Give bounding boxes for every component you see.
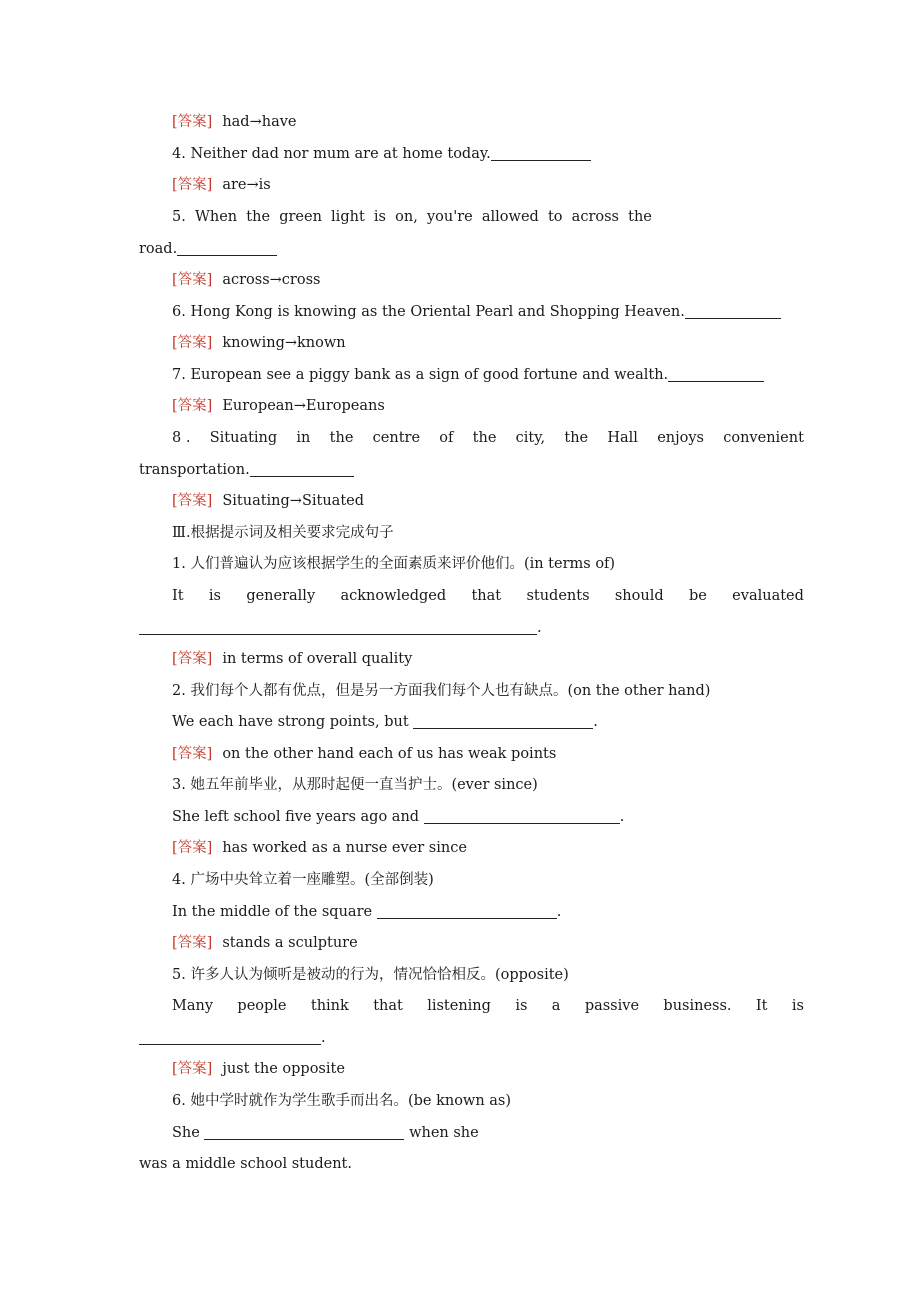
question-text: 6. Hong Kong is knowing as the Oriental Pearl and Shopping Heaven. xyxy=(172,304,685,320)
answer-text: had→have xyxy=(222,114,297,130)
answer-line-6 xyxy=(172,331,804,355)
answer-tag: [答案] xyxy=(172,840,213,856)
sentence-prompt-5: 5. 许多人认为倾听是被动的行为，情况恰恰相反。(opposite) xyxy=(172,967,569,983)
answer-blank xyxy=(139,618,537,635)
sentence-answer-3 xyxy=(172,836,804,860)
answer-tag: [答案] xyxy=(172,272,213,288)
punctuation: . xyxy=(321,1030,326,1046)
answer-line-4 xyxy=(172,173,804,197)
answer-tag: [答案] xyxy=(172,493,213,509)
word: Situating xyxy=(209,430,278,446)
answer-blank xyxy=(424,807,620,824)
sentence-answer-1 xyxy=(172,647,804,671)
question-text: 4. Neither dad nor mum are at home today. xyxy=(172,146,491,162)
sentence-1-line xyxy=(172,584,804,608)
word: in xyxy=(296,430,311,446)
word: is xyxy=(515,998,528,1014)
answer-line-8 xyxy=(172,489,804,513)
question-text: 7. European see a piggy bank as a sign of good fortune and wealth. xyxy=(172,367,669,383)
question-5 xyxy=(172,205,652,229)
word: business. xyxy=(663,998,732,1014)
sentence-prompt-6: 6. 她中学时就作为学生歌手而出名。(be known as) xyxy=(172,1093,512,1109)
sentence-prompt-1: 1. 人们普遍认为应该根据学生的全面素质来评价他们。(in terms of) xyxy=(172,556,616,572)
sentence-text: She xyxy=(172,1125,200,1141)
answer-text: knowing→known xyxy=(222,335,346,351)
answer-text: Situating→Situated xyxy=(222,493,365,509)
word: acknowledged xyxy=(340,588,447,604)
word: When xyxy=(194,209,238,225)
answer-tag: [答案] xyxy=(172,335,213,351)
word: on, xyxy=(395,209,418,225)
word: city, xyxy=(515,430,546,446)
word: students xyxy=(526,588,590,604)
punctuation: . xyxy=(619,809,625,825)
word: Many xyxy=(172,998,214,1014)
word: light xyxy=(331,209,365,225)
answer-text: has worked as a nurse ever since xyxy=(222,840,467,856)
word: is xyxy=(791,998,804,1014)
answer-tag: [答案] xyxy=(172,398,213,414)
answer-blank xyxy=(668,365,764,382)
word: people xyxy=(237,998,287,1014)
question-5-cont xyxy=(139,237,804,261)
punctuation: . xyxy=(537,620,542,636)
answer-text: across→cross xyxy=(222,272,321,288)
answer-text: in terms of overall quality xyxy=(222,651,413,667)
sentence-answer-5 xyxy=(172,1057,804,1081)
sentence-prompt-3: 3. 她五年前毕业，从那时起便一直当护士。(ever since) xyxy=(172,777,538,793)
word: It xyxy=(172,588,184,604)
answer-text: are→is xyxy=(222,177,271,193)
word: 5. xyxy=(172,209,186,225)
sentence-3-line xyxy=(172,805,804,829)
answer-blank xyxy=(491,144,591,161)
answer-tag: [答案] xyxy=(172,114,213,130)
answer-blank xyxy=(204,1123,404,1140)
word: listening xyxy=(427,998,491,1014)
sentence-4-line xyxy=(172,900,804,924)
word: of xyxy=(439,430,454,446)
word: to xyxy=(547,209,563,225)
word: green xyxy=(279,209,322,225)
question-text: transportation. xyxy=(139,462,250,478)
word: be xyxy=(688,588,707,604)
answer-line-3 xyxy=(172,110,804,134)
sentence-text: We each have strong points, but xyxy=(172,714,409,730)
answer-text: just the opposite xyxy=(222,1061,345,1077)
answer-tag: [答案] xyxy=(172,177,213,193)
sentence-text: She left school five years ago and xyxy=(172,809,420,825)
sentence-6-line xyxy=(172,1121,804,1145)
word: passive xyxy=(584,998,640,1014)
word: should xyxy=(614,588,664,604)
answer-blank xyxy=(139,1028,321,1045)
word: centre xyxy=(372,430,421,446)
word: generally xyxy=(246,588,316,604)
answer-tag: [答案] xyxy=(172,651,213,667)
word: that xyxy=(373,998,403,1014)
word: you're xyxy=(426,209,473,225)
word: 8 . xyxy=(172,430,191,446)
sentence-prompt-4: 4. 广场中央耸立着一座雕塑。(全部倒装) xyxy=(172,872,434,888)
word: a xyxy=(551,998,561,1014)
word: the xyxy=(246,209,271,225)
word: the xyxy=(628,209,652,225)
answer-text: on the other hand each of us has weak points xyxy=(222,746,557,762)
question-8 xyxy=(172,426,804,450)
answer-blank xyxy=(413,712,593,729)
word: that xyxy=(471,588,502,604)
sentence-answer-2 xyxy=(172,742,804,766)
answer-blank xyxy=(685,302,781,319)
word: is xyxy=(373,209,387,225)
question-4 xyxy=(172,142,804,166)
word: across xyxy=(571,209,619,225)
answer-tag: [答案] xyxy=(172,1061,213,1077)
word: evaluated xyxy=(732,588,804,604)
word: is xyxy=(208,588,221,604)
answer-line-7 xyxy=(172,394,804,418)
word: the xyxy=(564,430,589,446)
sentence-text: when she xyxy=(409,1125,479,1141)
word: convenient xyxy=(723,430,804,446)
sentence-6-cont: was a middle school student. xyxy=(139,1156,352,1172)
sentence-2-line xyxy=(172,710,804,734)
question-text: road. xyxy=(139,241,178,257)
answer-text: European→Europeans xyxy=(222,398,385,414)
answer-tag: [答案] xyxy=(172,746,213,762)
word: the xyxy=(472,430,497,446)
answer-blank xyxy=(250,460,354,477)
sentence-5-blank-line xyxy=(139,1026,804,1050)
answer-blank xyxy=(377,902,557,919)
answer-tag: [答案] xyxy=(172,935,213,951)
word: enjoys xyxy=(657,430,704,446)
word: the xyxy=(329,430,354,446)
sentence-1-blank-line xyxy=(139,616,804,640)
sentence-5-line xyxy=(172,994,804,1018)
sentence-text: In the middle of the square xyxy=(172,904,373,920)
section-heading: Ⅲ.根据提示词及相关要求完成句子 xyxy=(172,525,394,541)
punctuation: . xyxy=(556,904,562,920)
word: Hall xyxy=(607,430,638,446)
answer-blank xyxy=(177,239,277,256)
answer-line-5 xyxy=(172,268,804,292)
word: think xyxy=(310,998,349,1014)
sentence-prompt-2: 2. 我们每个人都有优点，但是另一方面我们每个人也有缺点。(on the other hand) xyxy=(172,683,711,699)
question-8-cont xyxy=(139,458,804,482)
word: It xyxy=(755,998,768,1014)
question-6 xyxy=(172,300,804,324)
punctuation: . xyxy=(593,714,598,730)
sentence-answer-4 xyxy=(172,931,804,955)
question-7 xyxy=(172,363,804,387)
word: allowed xyxy=(481,209,539,225)
answer-text: stands a sculpture xyxy=(222,935,358,951)
